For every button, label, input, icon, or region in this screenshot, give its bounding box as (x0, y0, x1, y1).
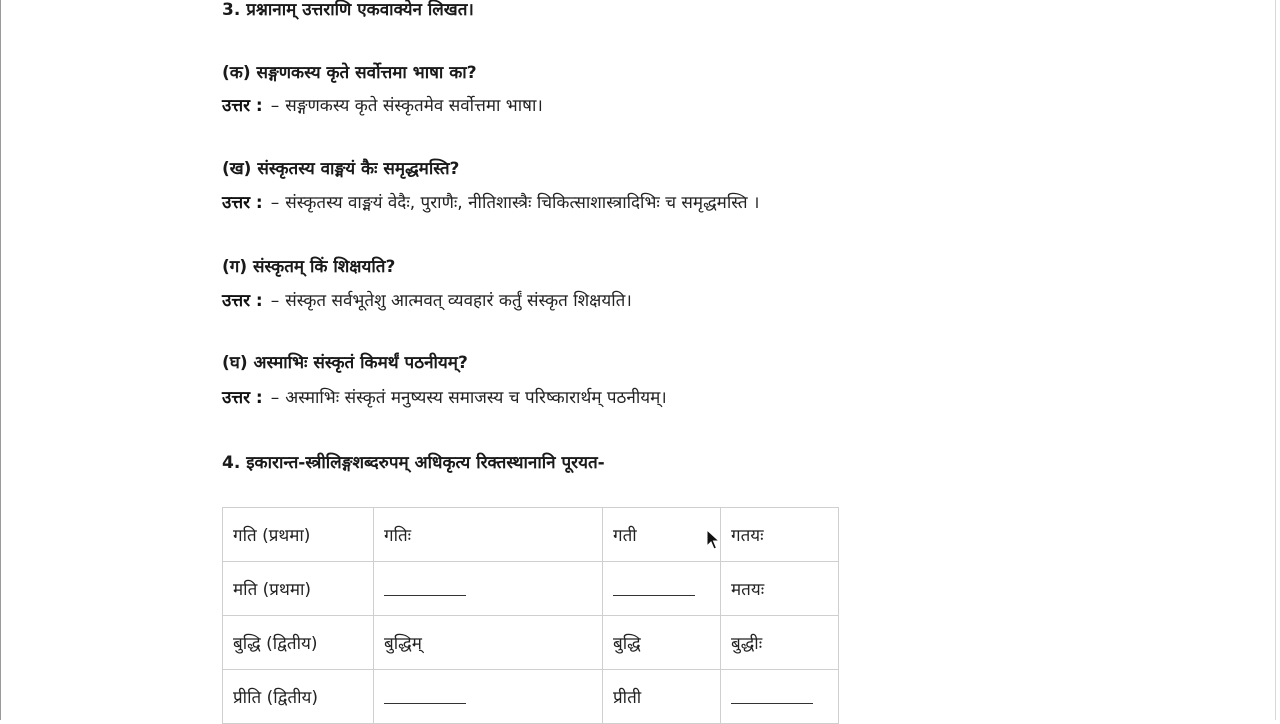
table-cell-case: बुद्धि (द्वितीय) (223, 616, 374, 670)
answer-label: उत्तर : (222, 96, 263, 116)
answer-text: अस्माभिः संस्कृतं मनुष्यस्य समाजस्य च परिष्कारार्थम् पठनीयम्। (285, 388, 667, 408)
answer-label: उत्तर : (222, 291, 263, 311)
answer-label: उत्तर : (222, 388, 263, 408)
declension-table (222, 507, 839, 724)
question-kha: (ख) संस्कृतस्य वाङ्मयं कैः समृद्धमस्ति? (222, 159, 460, 179)
fill-blank-line[interactable] (613, 594, 695, 596)
answer-dash: – (270, 291, 280, 311)
page-left-edge (0, 0, 1, 720)
table-cell-singular-blank[interactable] (374, 670, 603, 724)
section-4-heading: 4. इकारान्त-स्त्रीलिङ्गशब्दरुपम् अधिकृत्य रिक्तस्थानानि पूरयत- (222, 453, 605, 473)
fill-blank-line[interactable] (384, 702, 466, 704)
table-cell-dual-blank[interactable] (603, 562, 721, 616)
question-gha: (घ) अस्माभिः संस्कृतं किमर्थं पठनीयम्? (222, 353, 468, 373)
answer-kha (222, 190, 759, 213)
answer-dash: – (270, 388, 280, 408)
table-cell-plural-blank[interactable] (721, 670, 839, 724)
table-cell-case: प्रीति (द्वितीय) (223, 670, 374, 724)
section-3-heading: 3. प्रश्नानाम् उत्तराणि एकवाक्येन लिखत। (222, 0, 474, 20)
table-cell-case: मति (प्रथमा) (223, 562, 374, 616)
table-cell-case: गति (प्रथमा) (223, 508, 374, 562)
table-cell-singular: बुद्धिम् (374, 616, 603, 670)
table-row (223, 616, 839, 670)
fill-blank-line[interactable] (731, 702, 813, 704)
answer-ga (222, 288, 632, 311)
answer-gha (222, 385, 667, 408)
question-ka: (क) सङ्गणकस्य कृते सर्वोत्तमा भाषा का? (222, 63, 477, 83)
page-right-edge (1275, 0, 1276, 720)
question-ga: (ग) संस्कृतम् किं शिक्षयति? (222, 257, 396, 277)
table-cell-plural: गतयः (721, 508, 839, 562)
table-cell-singular: गतिः (374, 508, 603, 562)
answer-text: संस्कृत सर्वभूतेशु आत्मवत् व्यवहारं कर्तुं संस्कृत शिक्षयति। (285, 291, 632, 311)
table-cell-dual: गती (603, 508, 721, 562)
table-row (223, 670, 839, 724)
fill-blank-line[interactable] (384, 594, 466, 596)
answer-dash: – (270, 193, 280, 213)
answer-text: सङ्गणकस्य कृते संस्कृतमेव सर्वोत्तमा भाषा। (285, 96, 543, 116)
table-cell-singular-blank[interactable] (374, 562, 603, 616)
answer-label: उत्तर : (222, 193, 263, 213)
table-cell-plural: बुद्धीः (721, 616, 839, 670)
table-row (223, 508, 839, 562)
table-cell-plural: मतयः (721, 562, 839, 616)
mouse-cursor-icon (706, 529, 720, 551)
answer-ka (222, 93, 543, 116)
table-cell-dual: बुद्धि (603, 616, 721, 670)
table-cell-dual: प्रीती (603, 670, 721, 724)
table-row (223, 562, 839, 616)
answer-dash: – (270, 96, 280, 116)
answer-text: संस्कृतस्य वाङ्मयं वेदैः, पुराणैः, नीतिशास्त्रैः चिकित्साशास्त्रादिभिः च समृद्धमस्ति । (285, 193, 760, 213)
